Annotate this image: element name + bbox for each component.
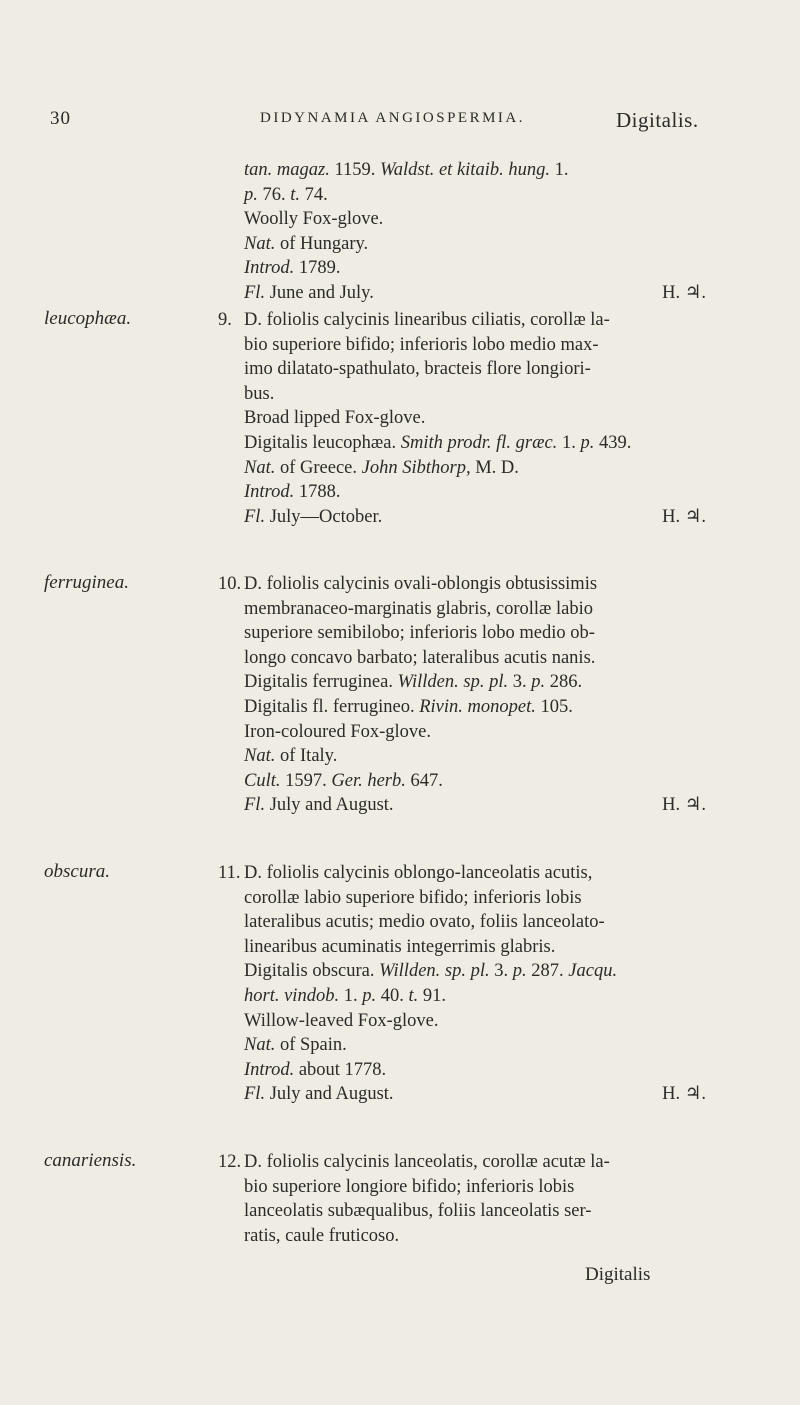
latin-line: lanceolatis subæqualibus, foliis lanceolatis ser-	[244, 1201, 592, 1222]
species-entry	[218, 1150, 706, 1248]
english-name: Iron-coloured Fox-glove.	[244, 721, 432, 742]
latin-line: 10. D. foliolis calycinis ovali-oblongis obtusissimis	[244, 572, 706, 597]
latin-line: longo concavo barbato; lateralibus acutis nanis.	[244, 647, 596, 668]
synonym-line: Digitalis obscura. Willden. sp. pl. 3. p. 287. Jacqu.	[244, 961, 618, 982]
english-name: Willow-leaved Fox-glove.	[244, 1010, 439, 1031]
species-margin-name: leucophæa.	[44, 308, 132, 329]
flowering-line: Fl. July—October. H. ♃.	[244, 505, 706, 530]
latin-line: superiore semibilobo; inferioris lobo medio ob-	[244, 623, 595, 644]
introduced-line: Introd. about 1778.	[244, 1059, 387, 1080]
native-line: Nat. of Hungary.	[244, 233, 369, 254]
text-line: p. 76. t. 74.	[244, 184, 328, 205]
latin-line: imo dilatato-spathulato, bracteis flore longiori-	[244, 359, 591, 380]
species-margin-name: ferruginea.	[44, 572, 129, 593]
introduced-line: Introd. 1788.	[244, 482, 341, 503]
latin-line: ratis, caule fruticoso.	[244, 1225, 400, 1246]
flowering-line: Fl. July and August. H. ♃.	[244, 793, 706, 818]
running-title: DIDYNAMIA ANGIOSPERMIA.	[260, 110, 526, 126]
latin-line: lateralibus acutis; medio ovato, foliis lanceolato-	[244, 912, 605, 933]
species-number: 10.	[218, 574, 242, 594]
page-number: 30	[50, 108, 71, 129]
latin-line: bio superiore bifido; inferioris lobo medio max-	[244, 334, 599, 355]
latin-line: membranaceo-marginatis glabris, corollæ labio	[244, 598, 593, 619]
english-name: Broad lipped Fox-glove.	[244, 408, 426, 429]
habit-symbol: H. ♃.	[662, 506, 706, 527]
species-entry	[218, 572, 706, 818]
latin-line: 12. D. foliolis calycinis lanceolatis, corollæ acutæ la-	[244, 1150, 706, 1175]
native-line: Nat. of Greece. John Sibthorp, M. D.	[244, 457, 519, 478]
species-number: 12.	[218, 1152, 242, 1172]
synonym-line: Digitalis ferruginea. Willden. sp. pl. 3. p. 286.	[244, 672, 583, 693]
synonym-line: Digitalis leucophæa. Smith prodr. fl. græc. 1. p. 439.	[244, 432, 632, 453]
latin-line: 9. D. foliolis calycinis linearibus ciliatis, corollæ la-	[244, 308, 706, 333]
habit-symbol: H. ♃.	[662, 282, 706, 303]
text-line: tan. magaz. 1159. Waldst. et kitaib. hung. 1.	[244, 160, 569, 180]
flowering-line: Fl. June and July. H. ♃.	[244, 281, 706, 306]
native-line: Nat. of Italy.	[244, 746, 338, 767]
latin-line: 11. D. foliolis calycinis oblongo-lanceolatis acutis,	[244, 861, 706, 886]
species-number: 9.	[218, 310, 232, 330]
synonym-line: Digitalis fl. ferrugineo. Rivin. monopet. 105.	[244, 696, 573, 717]
latin-line: bus.	[244, 383, 275, 404]
english-name: Woolly Fox-glove.	[244, 209, 384, 230]
species-entry	[218, 308, 706, 529]
genus-heading: Digitalis.	[616, 108, 699, 132]
introduced-line: Introd. 1789.	[244, 258, 341, 279]
species-margin-name: canariensis.	[44, 1150, 137, 1171]
catchword: Digitalis	[585, 1264, 651, 1285]
synonym-line: hort. vindob. 1. p. 40. t. 91.	[244, 985, 446, 1006]
cultivated-line: Cult. 1597. Ger. herb. 647.	[244, 770, 443, 791]
flowering-line: Fl. July and August. H. ♃.	[244, 1082, 706, 1107]
habit-symbol: H. ♃.	[662, 1084, 706, 1105]
latin-line: linearibus acuminatis integerrimis glabris.	[244, 936, 556, 957]
running-header	[50, 108, 710, 138]
continuation-entry	[244, 158, 706, 306]
species-number: 11.	[218, 863, 241, 883]
species-margin-name: obscura.	[44, 861, 110, 882]
native-line: Nat. of Spain.	[244, 1035, 347, 1056]
habit-symbol: H. ♃.	[662, 795, 706, 816]
species-entry	[218, 861, 706, 1107]
latin-line: corollæ labio superiore bifido; inferioris lobis	[244, 887, 582, 908]
latin-line: bio superiore longiore bifido; inferioris lobis	[244, 1176, 575, 1197]
